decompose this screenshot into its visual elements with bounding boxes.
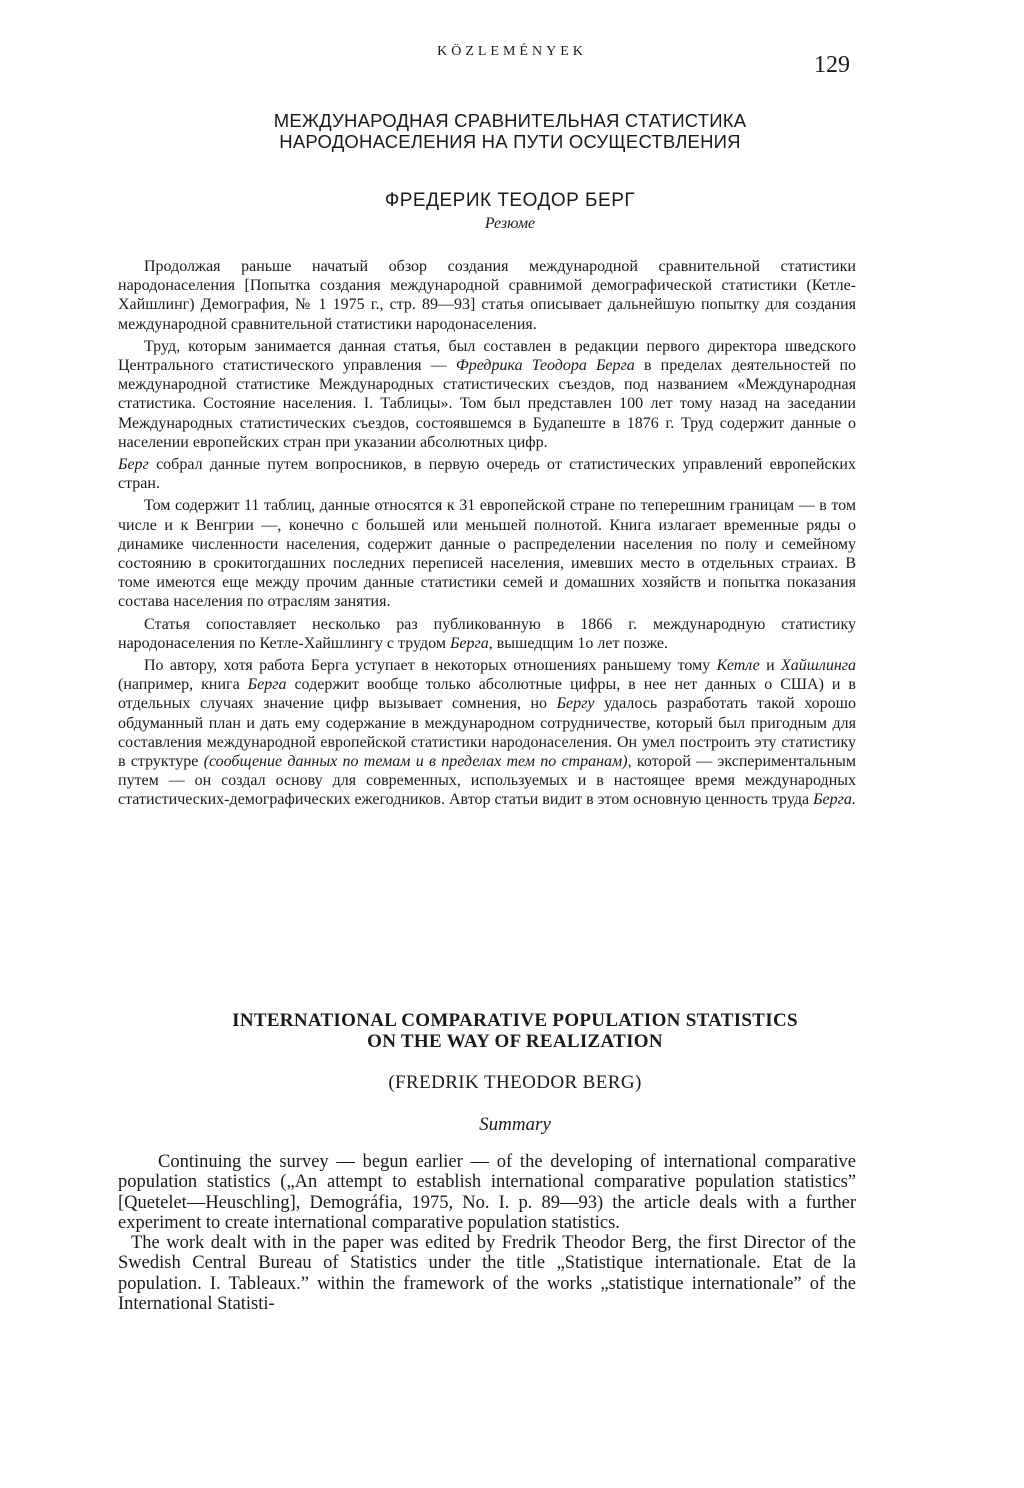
text-run: и (759, 657, 781, 675)
italic-name: Кетле (716, 657, 760, 675)
text-run: Статья сопоставляет несколько раз публикованную в 1866 г. международную статистику народонаселения по Кетле-Хайшлингу с трудом (118, 615, 856, 652)
italic-name: Берга (449, 634, 489, 652)
russian-paragraph-1: Продолжая раньше начатый обзор создания международной сравнительной статистики народонаселения [Попытка создания международной сравнимой демографической статистики (Кетле-Хайшлинг) Демография, № 1 1975 г., стр. 89—93] статья описывает дальнейшую попытку для создания международной сравнительной статистики народонаселения. (118, 258, 856, 333)
italic-name: Берг (118, 456, 149, 474)
english-paragraph-2: The work dealt with in the paper was edited by Fredrik Theodor Berg, the first Director of the Swedish Central Bureau of Statistics under the title „Statistique internationale. Etat de la population. I. Tableaux.” within the framework of the works „statistique internationale” of the International Statisti- (118, 1233, 856, 1315)
russian-paragraph-4: Том содержит 11 таблиц, данные относятся к 31 европейской стране по теперешним границам — в том числе и к Венгрии —, конечно с большей или меньшей полнотой. Книга излагает временные ряды о динамике численности населения, содержит данные о распределении населения по полу и семейному состоянию в срокитогдашних последних переписей населения, имевших место в отдельных страиах. В томе имеются еще между прочим данные статистики семей и домашних хозяйств и попытка показания состава населения по отраслям занятия. (118, 497, 856, 611)
page-number: 129 (814, 52, 850, 78)
text-run: в пределах деятельностей по международной статистике Международных статистических съездов, под названием «Международная статистика. Состояние населения. I. Таблицы». Том был представлен 100 лет тому назад на заседании Международных статистических съездов, состоявшемся в Будапеште в 1876 г. Труд содержит данные о населении европейских стран при указании абсолютных цифр. (118, 357, 857, 451)
text-run: удалось разработать такой хорошо обдуманный план и дать ему содержание в международном сотрудничестве, который был пригодным для составления международной европейской статистики народонаселения. Он умел построить эту статистику в структуре (118, 695, 856, 771)
italic-phrase: (сообщение данных по темам и в пределах тем по странам), (203, 753, 632, 771)
text-run: По автору, хотя работа Берга уступает в некоторых отношениях раньшему тому (144, 657, 717, 675)
italic-name: Хайшлинга (781, 657, 857, 675)
english-paragraph-1: Continuing the survey — begun earlier — of the developing of international comparative population statistics („An attempt to establish international comparative population statistics” [Quetelet—Heuschling], Demográfia, 1975, No. I. p. 89—93) the article deals with a further experiment to create international comparative population statistics. (118, 1152, 856, 1233)
english-title (120, 1010, 910, 1052)
english-summary-label: Summary (479, 1114, 551, 1135)
text-run: которой — экспериментальным путем — он создал основу для современных, используемых и в настоящее время международных статистических-демографических ежегодников. Автор статьи видит в этом основную ценность труда (118, 753, 856, 809)
text-run: содержит вообще только абсолютные цифры, в нее нет данных о США) и в отдельных случаях значение цифр вызывает сомнения, но (118, 676, 856, 713)
english-title-line-2: ON THE WAY OF REALIZATION (367, 1031, 663, 1052)
russian-paragraph-5 (118, 615, 856, 653)
running-head: KÖZLEMÉNYEK (437, 44, 587, 59)
text-run: (например, книга (118, 676, 248, 694)
text-run: Труд, которым занимается данная статья, был составлен в редакции первого директора шведского Центрального статистического управления — (118, 337, 856, 375)
text-run: , вышедщим 1о лет позже. (488, 634, 669, 652)
russian-paragraph-6 (118, 656, 856, 810)
russian-author: ФРЕДЕРИК ТЕОДОР БЕРГ (384, 190, 636, 211)
english-title-line-1: INTERNATIONAL COMPARATIVE POPULATION STATISTICS (232, 1010, 798, 1031)
russian-title (140, 110, 880, 152)
text-run: собрал данные путем вопросников, в первую очередь от статистических управлений европейских стран. (118, 456, 856, 493)
russian-paragraph-3 (118, 455, 856, 493)
italic-name: Берга (247, 676, 287, 694)
russian-title-line-1: МЕЖДУНАРОДНАЯ СРАВНИТЕЛЬНАЯ СТАТИСТИКА (273, 110, 747, 131)
russian-title-line-2: НАРОДОНАСЕЛЕНИЯ НА ПУТИ ОСУЩЕСТВЛЕНИЯ (279, 131, 741, 152)
russian-summary-label: Резюме (484, 215, 536, 232)
italic-name: Бергу (556, 695, 595, 713)
russian-paragraph-2 (118, 337, 856, 452)
english-summary-body (118, 1152, 856, 1314)
russian-summary-body (118, 257, 856, 813)
english-author: (FREDRIK THEODOR BERG) (388, 1072, 642, 1093)
italic-name: Берга. (813, 791, 856, 809)
italic-name: Фредрика Теодора Берга (455, 357, 635, 375)
